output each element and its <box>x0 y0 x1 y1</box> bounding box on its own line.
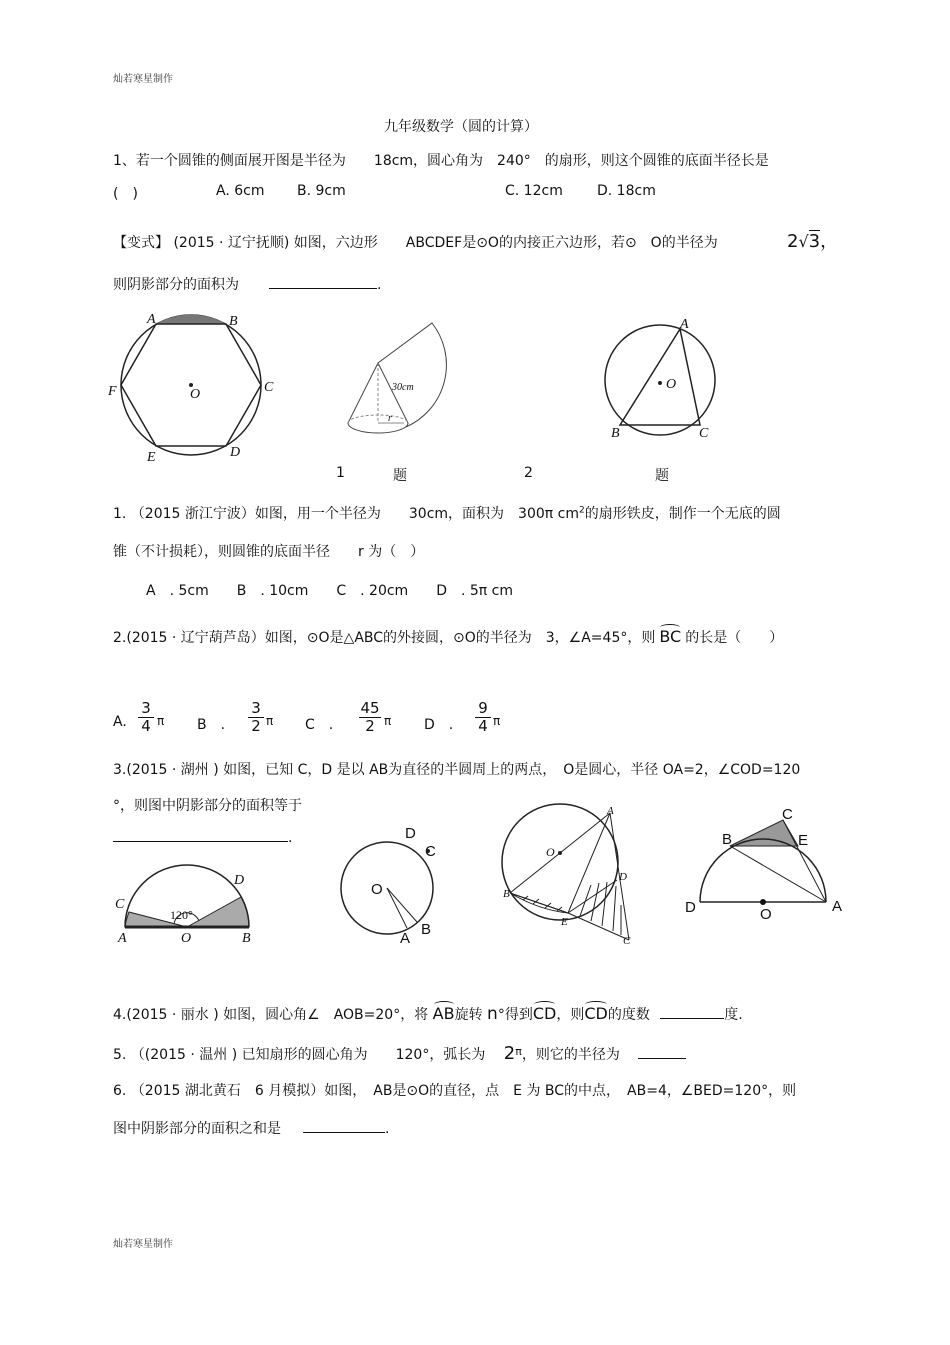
semi-label-D: D <box>234 873 245 888</box>
p2-opt-c-label: C . <box>305 717 334 733</box>
q1-stem: 1、若一个圆锥的侧面展开图是半径为 18cm，圆心角为 240° 的扇形，则这个圆锥的底面半径长是 <box>113 153 769 169</box>
p5-line <box>113 1043 686 1064</box>
cone-radius-label: r <box>388 413 392 424</box>
p2-opt-d-pi: π <box>493 714 501 728</box>
p2-opt-b-pi: π <box>266 714 274 728</box>
semi6-label-D: D <box>685 899 696 916</box>
semi6-label-A: A <box>832 898 843 915</box>
rot-label-B: B <box>421 921 432 938</box>
triangle-figure <box>598 315 728 445</box>
p2-opt-c-fraction <box>359 700 381 734</box>
semi6-label-E: E <box>798 832 809 849</box>
caption-1-number: 1 <box>336 465 345 481</box>
p1-line1-text: 1. （2015 浙江宁波）如图，用一个半径为 30cm，面积为 300π cm <box>113 506 579 522</box>
q1-option-d: D. 18cm <box>597 183 656 199</box>
p2-opt-a-fraction <box>138 700 154 734</box>
semicircle-figure <box>110 858 260 946</box>
header-note: 灿若寒星制作 <box>113 74 173 85</box>
shade-label-O: O <box>546 845 555 859</box>
semi-angle-label: 120° <box>170 908 193 922</box>
opt-c-denominator: 2 <box>365 717 375 735</box>
caption-1-word: 题 <box>393 468 407 484</box>
semi6-label-O: O <box>760 906 772 923</box>
answer-blank[interactable] <box>269 288 377 289</box>
p2-arc-bc: BC <box>659 627 682 646</box>
shade-label-D: D <box>619 871 627 883</box>
semi6-label-B: B <box>722 831 733 848</box>
p1-superscript: 2 <box>578 505 585 516</box>
tri-label-A: A <box>680 317 689 332</box>
radicand: 3 <box>808 231 821 252</box>
radius-coefficient: 2 <box>787 231 799 252</box>
opt-b-denominator: 2 <box>251 717 261 735</box>
hex-label-E: E <box>147 450 156 465</box>
rot-label-O: O <box>371 881 383 898</box>
semi-label-B: B <box>242 931 251 946</box>
p1-line1 <box>113 503 781 523</box>
tri-label-O: O <box>666 377 677 392</box>
shade-label-E: E <box>561 916 568 928</box>
p4-text-6: 度. <box>724 1007 743 1023</box>
opt-c-numerator: 45 <box>360 699 380 717</box>
opt-d-denominator: 4 <box>478 717 488 735</box>
p2-opt-a-pi: π <box>157 714 165 728</box>
p3-period: . <box>288 830 293 846</box>
p2-opt-c-pi: π <box>384 714 392 728</box>
p4-arc-ab: AB <box>432 1004 455 1023</box>
circle-rotation-figure <box>335 818 450 948</box>
semi-label-A: A <box>118 931 127 946</box>
p5-pi: π <box>515 1045 522 1058</box>
opt-d-numerator: 9 <box>475 700 491 718</box>
p2-opt-a-label: A. <box>113 714 127 730</box>
shade-label-A: A <box>607 805 614 817</box>
p4-arc-cd-1: CD <box>532 1004 557 1023</box>
q1-option-a: A. 6cm <box>216 183 265 199</box>
p4-n: n <box>487 1004 498 1024</box>
p6-line1: 6. （2015 湖北黄石 6 月模拟）如图， AB是⊙O的直径，点 E 为 BC的中点， AB=4，∠BED=120°，则 <box>113 1083 797 1099</box>
semi-label-C: C <box>115 897 125 912</box>
hexagon-figure <box>105 305 290 470</box>
circle-shaded-figure <box>495 790 645 950</box>
hex-label-F: F <box>108 384 117 399</box>
p2-line1-text: 2.(2015 · 辽宁葫芦岛）如图，⊙O是△ABC的外接圆，⊙O的半径为 3，∠A=45°，则 <box>113 630 656 646</box>
p5-answer-blank[interactable] <box>638 1058 686 1059</box>
p4-answer-blank[interactable] <box>660 1018 724 1019</box>
p2-line1-tail: 的长是（ ） <box>685 630 784 646</box>
p2-line1 <box>113 627 783 647</box>
variant-period: . <box>377 277 382 293</box>
shaded-segment <box>156 315 226 324</box>
p2-opt-d-label: D . <box>424 717 454 733</box>
p4-line <box>113 1004 743 1024</box>
footer-note: 灿若寒星制作 <box>113 1239 173 1250</box>
q1-option-c: C. 12cm <box>505 183 563 199</box>
p6-line2-text: 图中阴影部分的面积之和是 <box>113 1121 281 1137</box>
variant-stem: 【变式】 (2015 · 辽宁抚顺) 如图，六边形 ABCDEF是⊙O的内接正六边形，若⊙ O的半径为 <box>113 235 718 251</box>
page-title: 九年级数学（圆的计算） <box>384 119 538 135</box>
p3-line1: 3.(2015 · 湖州 ) 如图，已知 C，D 是以 AB为直径的半圆周上的两点， O是圆心，半径 OA=2，∠COD=120 <box>113 762 801 778</box>
p2-opt-d-fraction <box>475 700 491 734</box>
hex-label-B: B <box>229 314 238 329</box>
p6-answer-blank[interactable] <box>303 1132 385 1133</box>
sqrt-sign: √ <box>798 232 809 251</box>
p1-line1-tail: 的扇形铁皮，制作一个无底的圆 <box>584 506 781 522</box>
p4-text-4: ，则 <box>556 1007 585 1023</box>
semicircle-triangle-figure <box>680 800 850 925</box>
caption-2-word: 题 <box>655 468 669 484</box>
rot-label-C: C <box>425 843 436 860</box>
p4-text-5: 的度数 <box>607 1007 650 1023</box>
p5-text-1: 5. （(2015 · 温州 ) 已知扇形的圆心角为 120°，弧长为 <box>113 1047 486 1063</box>
p3-answer-line <box>113 830 292 846</box>
variant-comma: ， <box>820 231 839 252</box>
p1-line2: 锥（不计损耗），则圆锥的底面半径 r 为（ ） <box>113 544 425 560</box>
p3-answer-blank[interactable] <box>113 841 288 842</box>
semi-label-O: O <box>181 931 192 946</box>
p4-arc-cd-2: CD <box>584 1004 608 1023</box>
q1-paren: ( ) <box>113 186 138 202</box>
p4-text-1: 4.(2015 · 丽水 ) 如图，圆心角∠ AOB=20°，将 <box>113 1007 429 1023</box>
p2-opt-b-fraction <box>248 700 264 734</box>
semi6-label-C: C <box>782 806 793 823</box>
p4-text-2: 旋转 <box>454 1007 483 1023</box>
hex-label-O: O <box>190 387 201 402</box>
p5-big-2: 2 <box>503 1043 516 1064</box>
shade-label-B: B <box>503 888 510 900</box>
tri-label-B: B <box>611 426 620 441</box>
variant-line2-text: 则阴影部分的面积为 <box>113 277 239 293</box>
caption-2-number: 2 <box>524 465 533 481</box>
hex-label-C: C <box>264 380 274 395</box>
p6-period: . <box>385 1121 390 1137</box>
cone-figure <box>340 315 470 445</box>
p3-line2: °，则图中阴影部分的面积等于 <box>113 798 302 814</box>
cone-slant-label: 30cm <box>392 382 414 393</box>
p4-text-3: °得到 <box>497 1007 533 1023</box>
p6-line2 <box>113 1118 389 1138</box>
rot-label-D: D <box>405 825 416 842</box>
hex-label-D: D <box>230 445 241 460</box>
opt-a-denominator: 4 <box>141 717 151 735</box>
variant-radius <box>787 227 838 253</box>
variant-line2 <box>113 274 381 294</box>
hex-label-A: A <box>147 312 156 327</box>
p5-text-2: ，则它的半径为 <box>521 1047 620 1063</box>
p1-options: A . 5cm B . 10cm C . 20cm D . 5π cm <box>146 583 514 599</box>
opt-a-numerator: 3 <box>138 700 154 718</box>
shade-label-C: C <box>623 935 631 947</box>
q1-option-b: B. 9cm <box>297 183 346 199</box>
opt-b-numerator: 3 <box>248 700 264 718</box>
rot-label-A: A <box>400 930 411 947</box>
tri-label-C: C <box>699 426 709 441</box>
p2-opt-b-label: B . <box>197 717 226 733</box>
